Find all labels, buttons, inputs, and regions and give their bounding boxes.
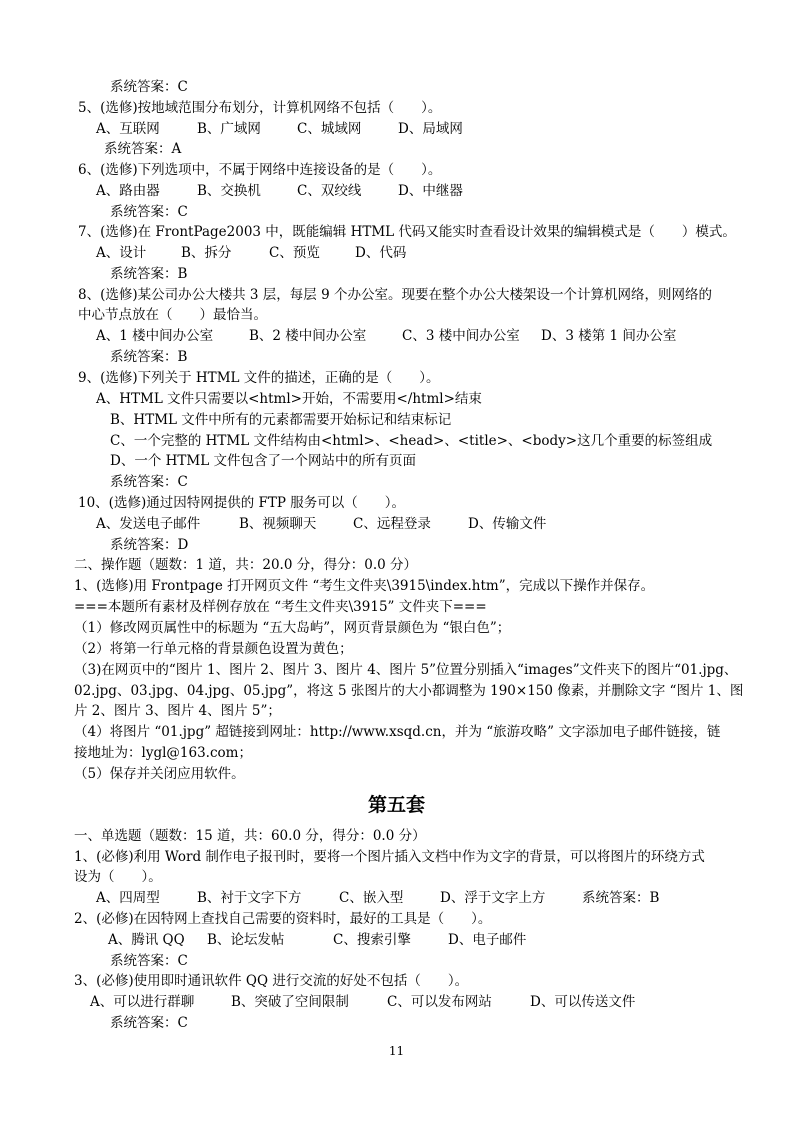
option-b: B、突破了空间限制 [231,994,349,1010]
option-b: B、广域网 [197,121,261,137]
material-note: ===本题所有素材及样例存放在 “考生文件夹\3915” 文件夹下=== [74,599,487,615]
page-number: 11 [388,1044,405,1058]
option-b: B、论坛发帖 [207,932,285,948]
answer-q8: 系统答案：B [110,349,188,365]
step-4: （4）将图片 “01.jpg” 超链接到网址：http://www.xsqd.cn，并为 “旅游攻略” 文字添加电子邮件链接，链 [74,724,721,740]
option-d: D、传输文件 [468,516,547,532]
question-9: 9、(选修)下列关于 HTML 文件的描述，正确的是（ ）。 [78,370,440,386]
set-title: 第五套 [367,794,425,816]
answer-s5-q3: 系统答案：C [110,1015,188,1031]
option-c: C、城域网 [297,121,362,137]
question-9-option-d: D、一个 HTML 文件包含了一个网站中的所有页面 [110,453,416,469]
option-b: B、交换机 [197,183,261,199]
option-a: A、路由器 [96,183,160,199]
step-3-cont: 02.jpg、03.jpg、04.jpg、05.jpg”，将这 5 张图片的大小都调整为 190×150 像素，并删除文字 “图片 1、图 [74,683,744,699]
answer-q9: 系统答案：C [110,474,188,490]
option-d: D、电子邮件 [448,932,527,948]
s5-question-2: 2、(必修)在因特网上查找自己需要的资料时，最好的工具是（ ）。 [74,911,492,927]
option-d: D、3 楼第 1 间办公室 [541,328,677,344]
s5-question-3: 3、(必修)使用即时通讯软件 QQ 进行交流的好处不包括（ ）。 [74,973,469,989]
question-7: 7、(选修)在 FrontPage2003 中，既能编辑 HTML 代码又能实时查看设计效果的编辑模式是（ ）模式。 [78,224,736,240]
option-c: C、3 楼中间办公室 [402,328,520,344]
question-9-option-b: B、HTML 文件中所有的元素都需要开始标记和结束标记 [110,412,452,428]
question-6: 6、(选修)下列选项中，不属于网络中连接设备的是（ ）。 [78,162,442,178]
section-heading-single-choice: 一、单选题（题数：15 道，共：60.0 分，得分：0.0 分） [74,828,426,844]
answer-q5: 系统答案：A [104,141,182,157]
question-8: 8、(选修)某公司办公大楼共 3 层，每层 9 个办公室。现要在整个办公大楼架设一个计算机网络，则网络的 [78,287,712,303]
option-d: D、代码 [355,245,407,261]
option-b: B、2 楼中间办公室 [249,328,367,344]
option-a: A、设计 [96,245,147,261]
step-5: （5）保存并关闭应用软件。 [74,766,245,782]
option-d: D、中继器 [398,183,463,199]
option-a: A、1 楼中间办公室 [96,328,214,344]
option-d: D、浮于文字上方 [440,890,546,906]
operation-question-1: 1、(选修)用 Frontpage 打开网页文件 “考生文件夹\3915\index.htm”，完成以下操作并保存。 [74,578,655,594]
option-b: B、衬于文字下方 [197,890,302,906]
answer-s5-q1: 系统答案：B [582,890,660,906]
option-c: C、双绞线 [297,183,362,199]
s5-question-1-cont: 设为（ ）。 [74,869,162,885]
option-d: D、局域网 [398,121,463,137]
question-9-option-a: A、HTML 文件只需要以<html>开始，不需要用</html>结束 [96,391,482,407]
option-a: A、发送电子邮件 [96,516,201,532]
option-c: C、可以发布网站 [387,994,492,1010]
option-d: D、可以传送文件 [530,994,636,1010]
answer-s5-q2: 系统答案：C [110,953,188,969]
step-4-cont: 接地址为：lygl@163.com； [74,745,252,761]
option-a: A、四周型 [96,890,160,906]
question-10: 10、(选修)通过因特网提供的 FTP 服务可以（ ）。 [78,495,405,511]
option-a: A、腾讯 QQ [108,932,185,948]
step-1: （1）修改网页属性中的标题为 “五大岛屿”，网页背景颜色为 “银白色”； [74,620,511,636]
s5-question-1: 1、(必修)利用 Word 制作电子报刊时，要将一个图片插入文档中作为文字的背景，可以将图片的环绕方式 [74,849,705,865]
step-3: （3)在网页中的“图片 1、图片 2、图片 3、图片 4、图片 5”位置分别插入“images”文件夹下的图片“01.jpg、 [74,662,738,678]
option-c: C、预览 [269,245,320,261]
question-5: 5、(选修)按地域范围分布划分，计算机网络不包括（ ）。 [78,100,442,116]
option-b: B、视频聊天 [239,516,317,532]
option-c: C、嵌入型 [339,890,404,906]
answer-q10: 系统答案：D [110,537,189,553]
section-heading-operation: 二、操作题（题数：1 道，共：20.0 分，得分：0.0 分） [74,557,417,573]
option-a: A、可以进行群聊 [90,994,195,1010]
answer-q6: 系统答案：C [110,204,188,220]
option-a: A、互联网 [96,121,160,137]
answer-q7: 系统答案：B [110,266,188,282]
option-c: C、搜索引擎 [333,932,411,948]
option-b: B、拆分 [181,245,232,261]
step-2: （2）将第一行单元格的背景颜色设置为黄色； [74,641,353,657]
answer-q4: 系统答案：C [110,79,188,95]
question-9-option-c: C、一个完整的 HTML 文件结构由<html>、<head>、<title>、<body>这几个重要的标签组成 [110,433,713,449]
question-8-cont: 中心节点放在（ ）最恰当。 [78,307,267,323]
option-c: C、远程登录 [353,516,431,532]
step-3-cont2: 片 2、图片 3、图片 4、图片 5”； [74,703,281,719]
